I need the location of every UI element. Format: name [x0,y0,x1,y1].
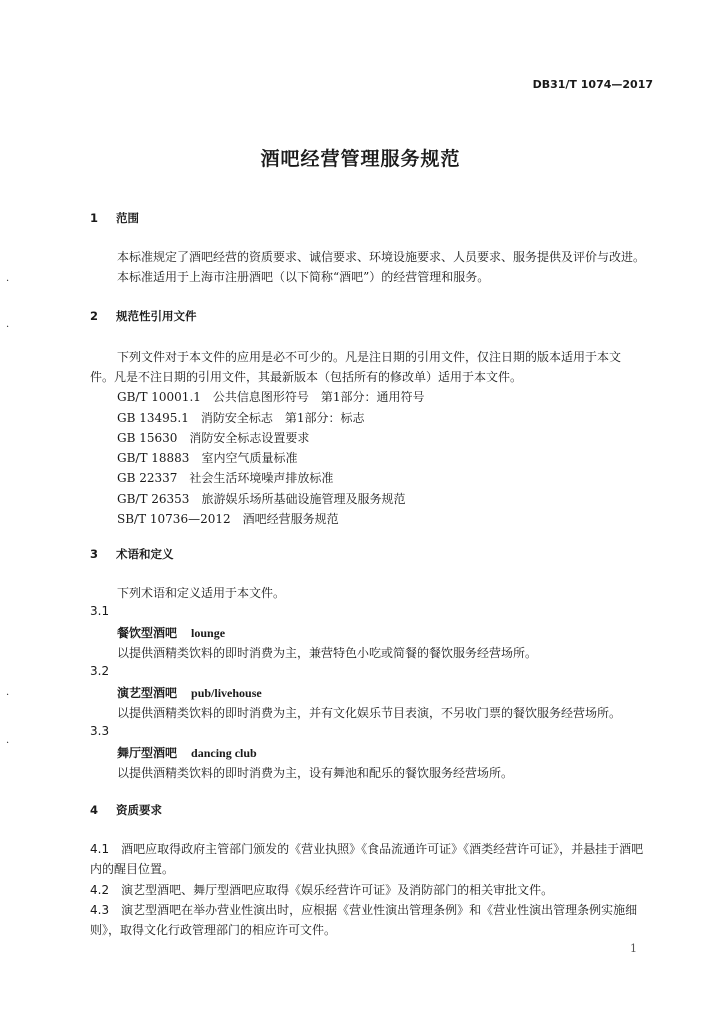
reference-item: GB 13495.1 消防安全标志 第1部分：标志 [117,411,365,425]
term-number: 3.2 [90,664,110,678]
term-heading [117,624,225,641]
term-name-en: pub/livehouse [191,686,262,700]
section-number: 1 [90,211,99,225]
section-3-intro: 下列术语和定义适用于本文件。 [117,586,286,600]
section-1-heading [90,210,139,226]
term-name-cn: 舞厅型酒吧 [117,746,178,760]
margin-mark-4: · [6,738,10,749]
term-name-cn: 演艺型酒吧 [117,686,178,700]
term-definition: 以提供酒精类饮料的即时消费为主，并有文化娱乐节目表演，不另收门票的餐饮服务经营场所。 [117,706,622,720]
term-heading [117,744,257,761]
term-name-en: dancing club [191,746,257,760]
section-2-heading [90,308,197,324]
term-definition: 以提供酒精类饮料的即时消费为主，设有舞池和配乐的餐饮服务经营场所。 [117,766,514,780]
section-3-heading [90,546,174,562]
clause-4-1-cont: 内的醒目位置。 [90,862,175,876]
margin-mark-1: · [6,276,10,287]
term-name-cn: 餐饮型酒吧 [117,626,178,640]
term-name-en: lounge [191,626,226,640]
section-1-paragraph: 本标准规定了酒吧经营的资质要求、诚信要求、环境设施要求、人员要求、服务提供及评价与改进。 [117,250,646,264]
margin-mark-3: · [6,690,10,701]
term-number: 3.3 [90,724,110,738]
section-title: 资质要求 [116,803,162,817]
section-2-intro: 下列文件对于本文件的应用是必不可少的。凡是注日期的引用文件，仅注日期的版本适用于本文 [117,350,622,364]
section-1-paragraph: 本标准适用于上海市注册酒吧（以下简称“酒吧”）的经营管理和服务。 [117,270,490,284]
section-number: 2 [90,309,99,323]
section-number: 4 [90,803,99,817]
clause-4-1: 4.1 酒吧应取得政府主管部门颁发的《营业执照》《食品流通许可证》《酒类经营许可证》，并悬挂于酒吧 [90,842,644,856]
margin-mark-2: · [6,322,10,333]
clause-4-3: 4.3 演艺型酒吧在举办营业性演出时，应根据《营业性演出管理条例》和《营业性演出管理条例实施细 [90,903,638,917]
section-4-heading [90,802,162,818]
section-title: 范围 [116,211,139,225]
term-definition: 以提供酒精类饮料的即时消费为主，兼营特色小吃或简餐的餐饮服务经营场所。 [117,646,538,660]
section-number: 3 [90,547,99,561]
clause-4-2: 4.2 演艺型酒吧、舞厅型酒吧应取得《娱乐经营许可证》及消防部门的相关审批文件。 [90,883,554,897]
reference-item: GB/T 18883 室内空气质量标准 [117,451,298,465]
reference-item: GB/T 26353 旅游娱乐场所基础设施管理及服务规范 [117,492,406,506]
reference-item: GB/T 10001.1 公共信息图形符号 第1部分：通用符号 [117,390,425,404]
page-number: 1 [630,942,637,955]
document-title: 酒吧经营管理服务规范 [260,148,461,170]
term-heading [117,684,262,701]
reference-item: GB 22337 社会生活环境噪声排放标准 [117,471,334,485]
term-number: 3.1 [90,604,110,618]
clause-4-3-cont: 则》，取得文化行政管理部门的相应许可文件。 [90,923,337,937]
section-title: 术语和定义 [116,547,174,561]
reference-item: SB/T 10736—2012 酒吧经营服务规范 [117,512,339,526]
standard-code: DB31/T 1074—2017 [532,78,653,91]
section-2-intro: 件。凡是不注日期的引用文件，其最新版本（包括所有的修改单）适用于本文件。 [90,370,523,384]
section-title: 规范性引用文件 [116,309,197,323]
reference-item: GB 15630 消防安全标志设置要求 [117,431,310,445]
